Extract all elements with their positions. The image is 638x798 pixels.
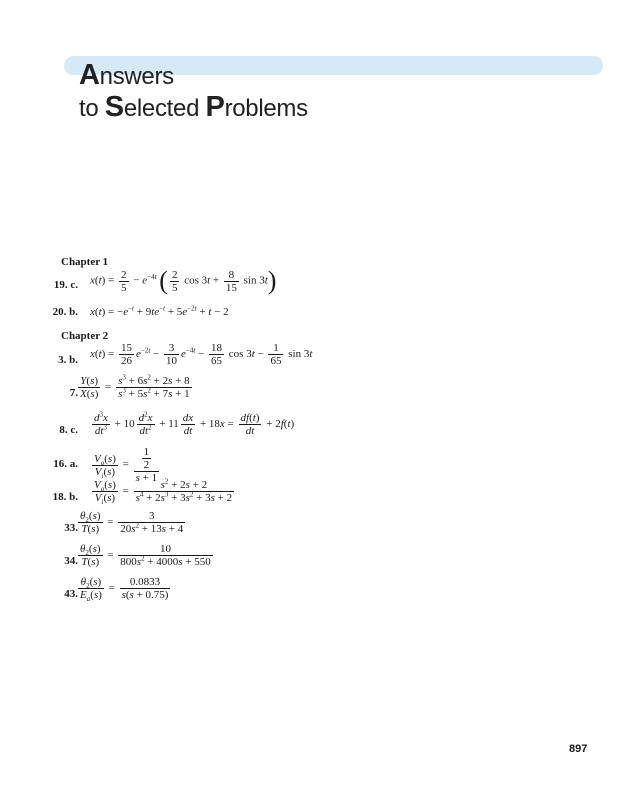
answer-equation: $\frac{V_o(s)}{V_i(s)}$ = $\frac{s^2 + 2s + 2}{s^4 + 2s^3 + 3s^2 + 3s + 2}$ <box>94 477 233 507</box>
problem-number: 18. b. <box>52 491 78 503</box>
problem-number: 19. c. <box>53 279 78 291</box>
page-title <box>79 60 308 124</box>
title-line-2: to Selected Problems <box>79 91 308 123</box>
answer-equation: $\frac{Y(s)}{X(s)}$ = $\frac{s^3 + 6s^2 + 2s + 8}{s^3 + 5s^2 + 7s + 1}$ <box>80 373 190 400</box>
page-number: 897 <box>569 743 588 755</box>
problem-number: 16. a. <box>53 458 78 470</box>
problem-number: 43. <box>64 588 78 600</box>
answer-equation: $\frac{\theta_2(s)}{E_a(s)}$ = $\frac{0.0833}{s(s + 0.75)}$ <box>80 576 169 604</box>
problem-number: 3. b. <box>58 354 78 366</box>
answer-equation: $x(t) = -e^{-t} + 9te^{-t} + 5e^{-2t} + t - 2$ <box>90 304 229 318</box>
problem-number: 20. b. <box>52 306 78 318</box>
problem-number: 33. <box>64 522 78 534</box>
chapter-heading-2: Chapter 2 <box>61 330 109 342</box>
title-line-1: Answers <box>79 59 174 91</box>
answer-equation: $\frac{\theta_2(s)}{T(s)}$ = $\frac{10}{800s^2 + 4000s + 550}$ <box>80 543 211 568</box>
answer-equation: x(t) = $\frac{15}{26}$ $e^{-2t}$ − $\frac{3}{10}$ $e^{-4t}$ − $\frac{18}{65}$ cos 3t − $\frac{1}{65}$ sin 3t <box>90 342 313 367</box>
problem-number: 8. c. <box>59 424 78 436</box>
problem-number: 7. <box>69 387 78 399</box>
answer-equation: $\frac{\theta_2(s)}{T(s)}$ = $\frac{3}{20s^2 + 13s + 4}$ <box>80 510 184 535</box>
answer-equation: $\frac{V_o(s)}{V_i(s)}$ = $\frac{\frac{1}{2}}{s + 1}$ <box>94 446 158 484</box>
answer-equation: x(t) = $\frac{2}{5}$ − $e^{-4t}$ ( $\frac{2}{5}$ cos 3t + $\frac{8}{15}$ sin 3t) <box>90 266 277 295</box>
chapter-heading-1: Chapter 1 <box>61 256 109 268</box>
answer-equation: $\frac{d^3x}{dt^3}$ + 10 $\frac{d^2x}{dt^2}$ + 11 $\frac{dx}{dt}$ + 18x = $\frac{df(t)}{dt}$ + 2f(t) <box>94 410 295 437</box>
problem-number: 34. <box>64 555 78 567</box>
